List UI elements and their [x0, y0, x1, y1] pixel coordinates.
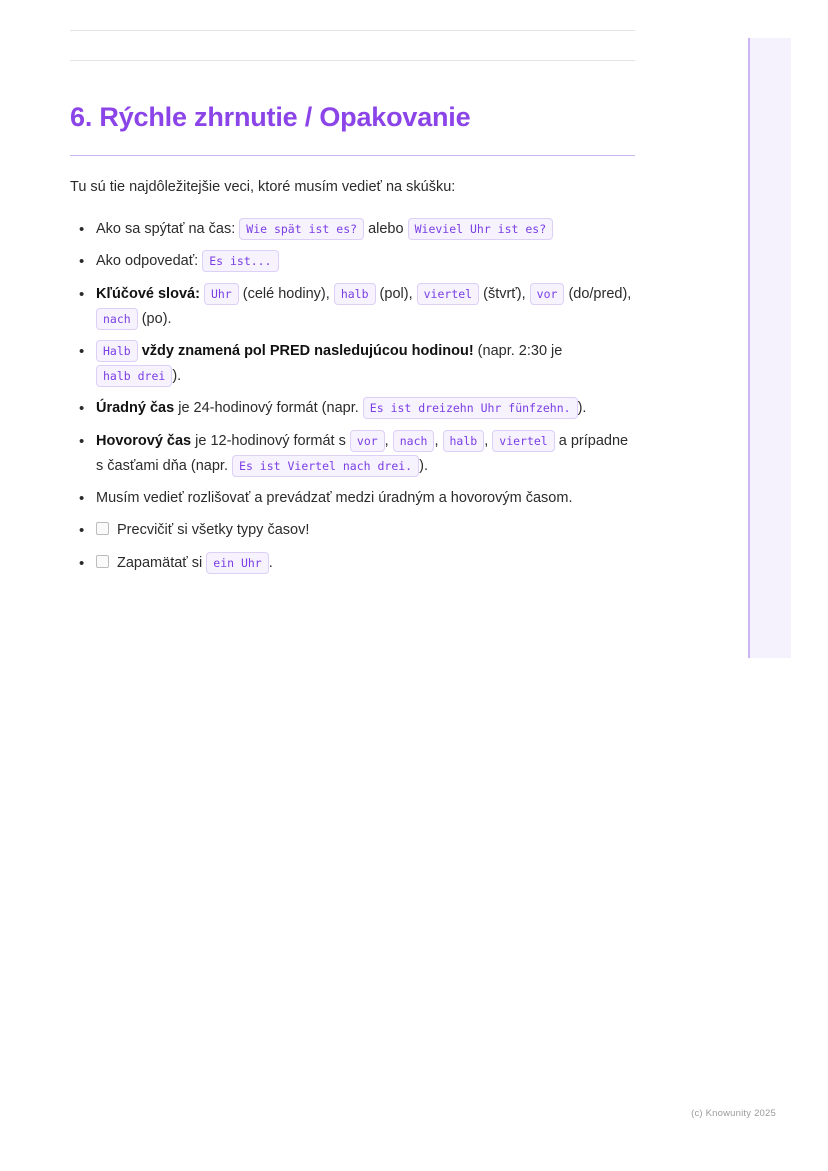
inline-code: halb drei — [96, 365, 172, 387]
item-text: , — [434, 432, 443, 449]
inline-code: Es ist... — [202, 250, 278, 272]
item-text: (pol), — [375, 285, 417, 302]
emphasis-text: Kľúčové slová: — [96, 285, 200, 302]
list-item — [70, 429, 635, 479]
inline-code: halb — [334, 283, 376, 305]
item-text: ). — [172, 368, 182, 385]
inline-code: vor — [530, 283, 565, 305]
page-side-accent-line — [748, 38, 750, 658]
emphasis-text: Úradný čas — [96, 400, 175, 417]
summary-list — [70, 217, 635, 576]
inline-code: viertel — [417, 283, 479, 305]
item-text: je 24-hodinový formát (napr. — [174, 400, 363, 417]
page-title: 6. Rýchle zhrnutie / Opakovanie — [70, 102, 471, 132]
emphasis-text: vždy znamená pol PRED nasledujúcou hodinou! — [141, 343, 474, 360]
list-item — [70, 486, 635, 511]
checkbox-practice-all[interactable] — [96, 522, 109, 535]
inline-code: Wie spät ist es? — [239, 218, 364, 240]
checkbox-remember-ein-uhr[interactable] — [96, 555, 109, 568]
intro-paragraph: Tu sú tie najdôležitejšie veci, ktoré musím vedieť na skúšku: — [70, 179, 456, 196]
list-item — [70, 396, 635, 421]
inline-code: Es ist Viertel nach drei. — [232, 455, 419, 477]
inline-code: Es ist dreizehn Uhr fünfzehn. — [363, 397, 578, 419]
title-underline — [70, 155, 635, 156]
item-text: , — [484, 432, 493, 449]
item-text: a prípadne s časťami dňa (napr. — [96, 432, 629, 474]
item-text: (do/pred), — [564, 285, 632, 302]
emphasis-text: Hovorový čas — [96, 432, 192, 449]
item-text: Precvičiť si všetky typy časov! — [117, 522, 310, 539]
page-side-accent-strip — [749, 38, 791, 658]
item-text: je 12-hodinový formát s — [191, 432, 350, 449]
inline-code: viertel — [492, 430, 554, 452]
item-text: (štvrť), — [479, 285, 530, 302]
item-text: ). — [577, 400, 587, 417]
list-item — [70, 217, 635, 242]
item-text: . — [268, 554, 273, 571]
list-item — [70, 282, 635, 332]
footer-copyright: (c) Knowunity 2025 — [691, 1108, 776, 1119]
inline-code: vor — [350, 430, 385, 452]
item-text: Zapamätať si — [117, 554, 207, 571]
item-text: , — [384, 432, 393, 449]
list-item — [70, 551, 635, 576]
item-text: Ako sa spýtať na čas: — [96, 221, 240, 238]
inline-code: ein Uhr — [206, 552, 268, 574]
document-content — [70, 30, 635, 583]
item-text: Ako odpovedať: — [96, 253, 203, 270]
list-item — [70, 518, 635, 543]
item-text: (po). — [137, 310, 172, 327]
item-text: (celé hodiny), — [238, 285, 334, 302]
item-text: ). — [419, 457, 428, 474]
inline-code: nach — [393, 430, 435, 452]
item-text: alebo — [364, 221, 408, 238]
item-text: Musím vedieť rozlišovať a prevádzať medzi úradným a hovorovým časom. — [96, 490, 573, 507]
inline-code: halb — [443, 430, 485, 452]
divider-second — [70, 60, 635, 61]
inline-code: Wieviel Uhr ist es? — [408, 218, 554, 240]
inline-code: Uhr — [204, 283, 239, 305]
list-item — [70, 339, 635, 389]
list-item — [70, 249, 635, 274]
item-text: (napr. 2:30 je — [473, 343, 563, 360]
inline-code: nach — [96, 308, 138, 330]
divider-top — [70, 30, 635, 31]
inline-code: Halb — [96, 340, 138, 362]
